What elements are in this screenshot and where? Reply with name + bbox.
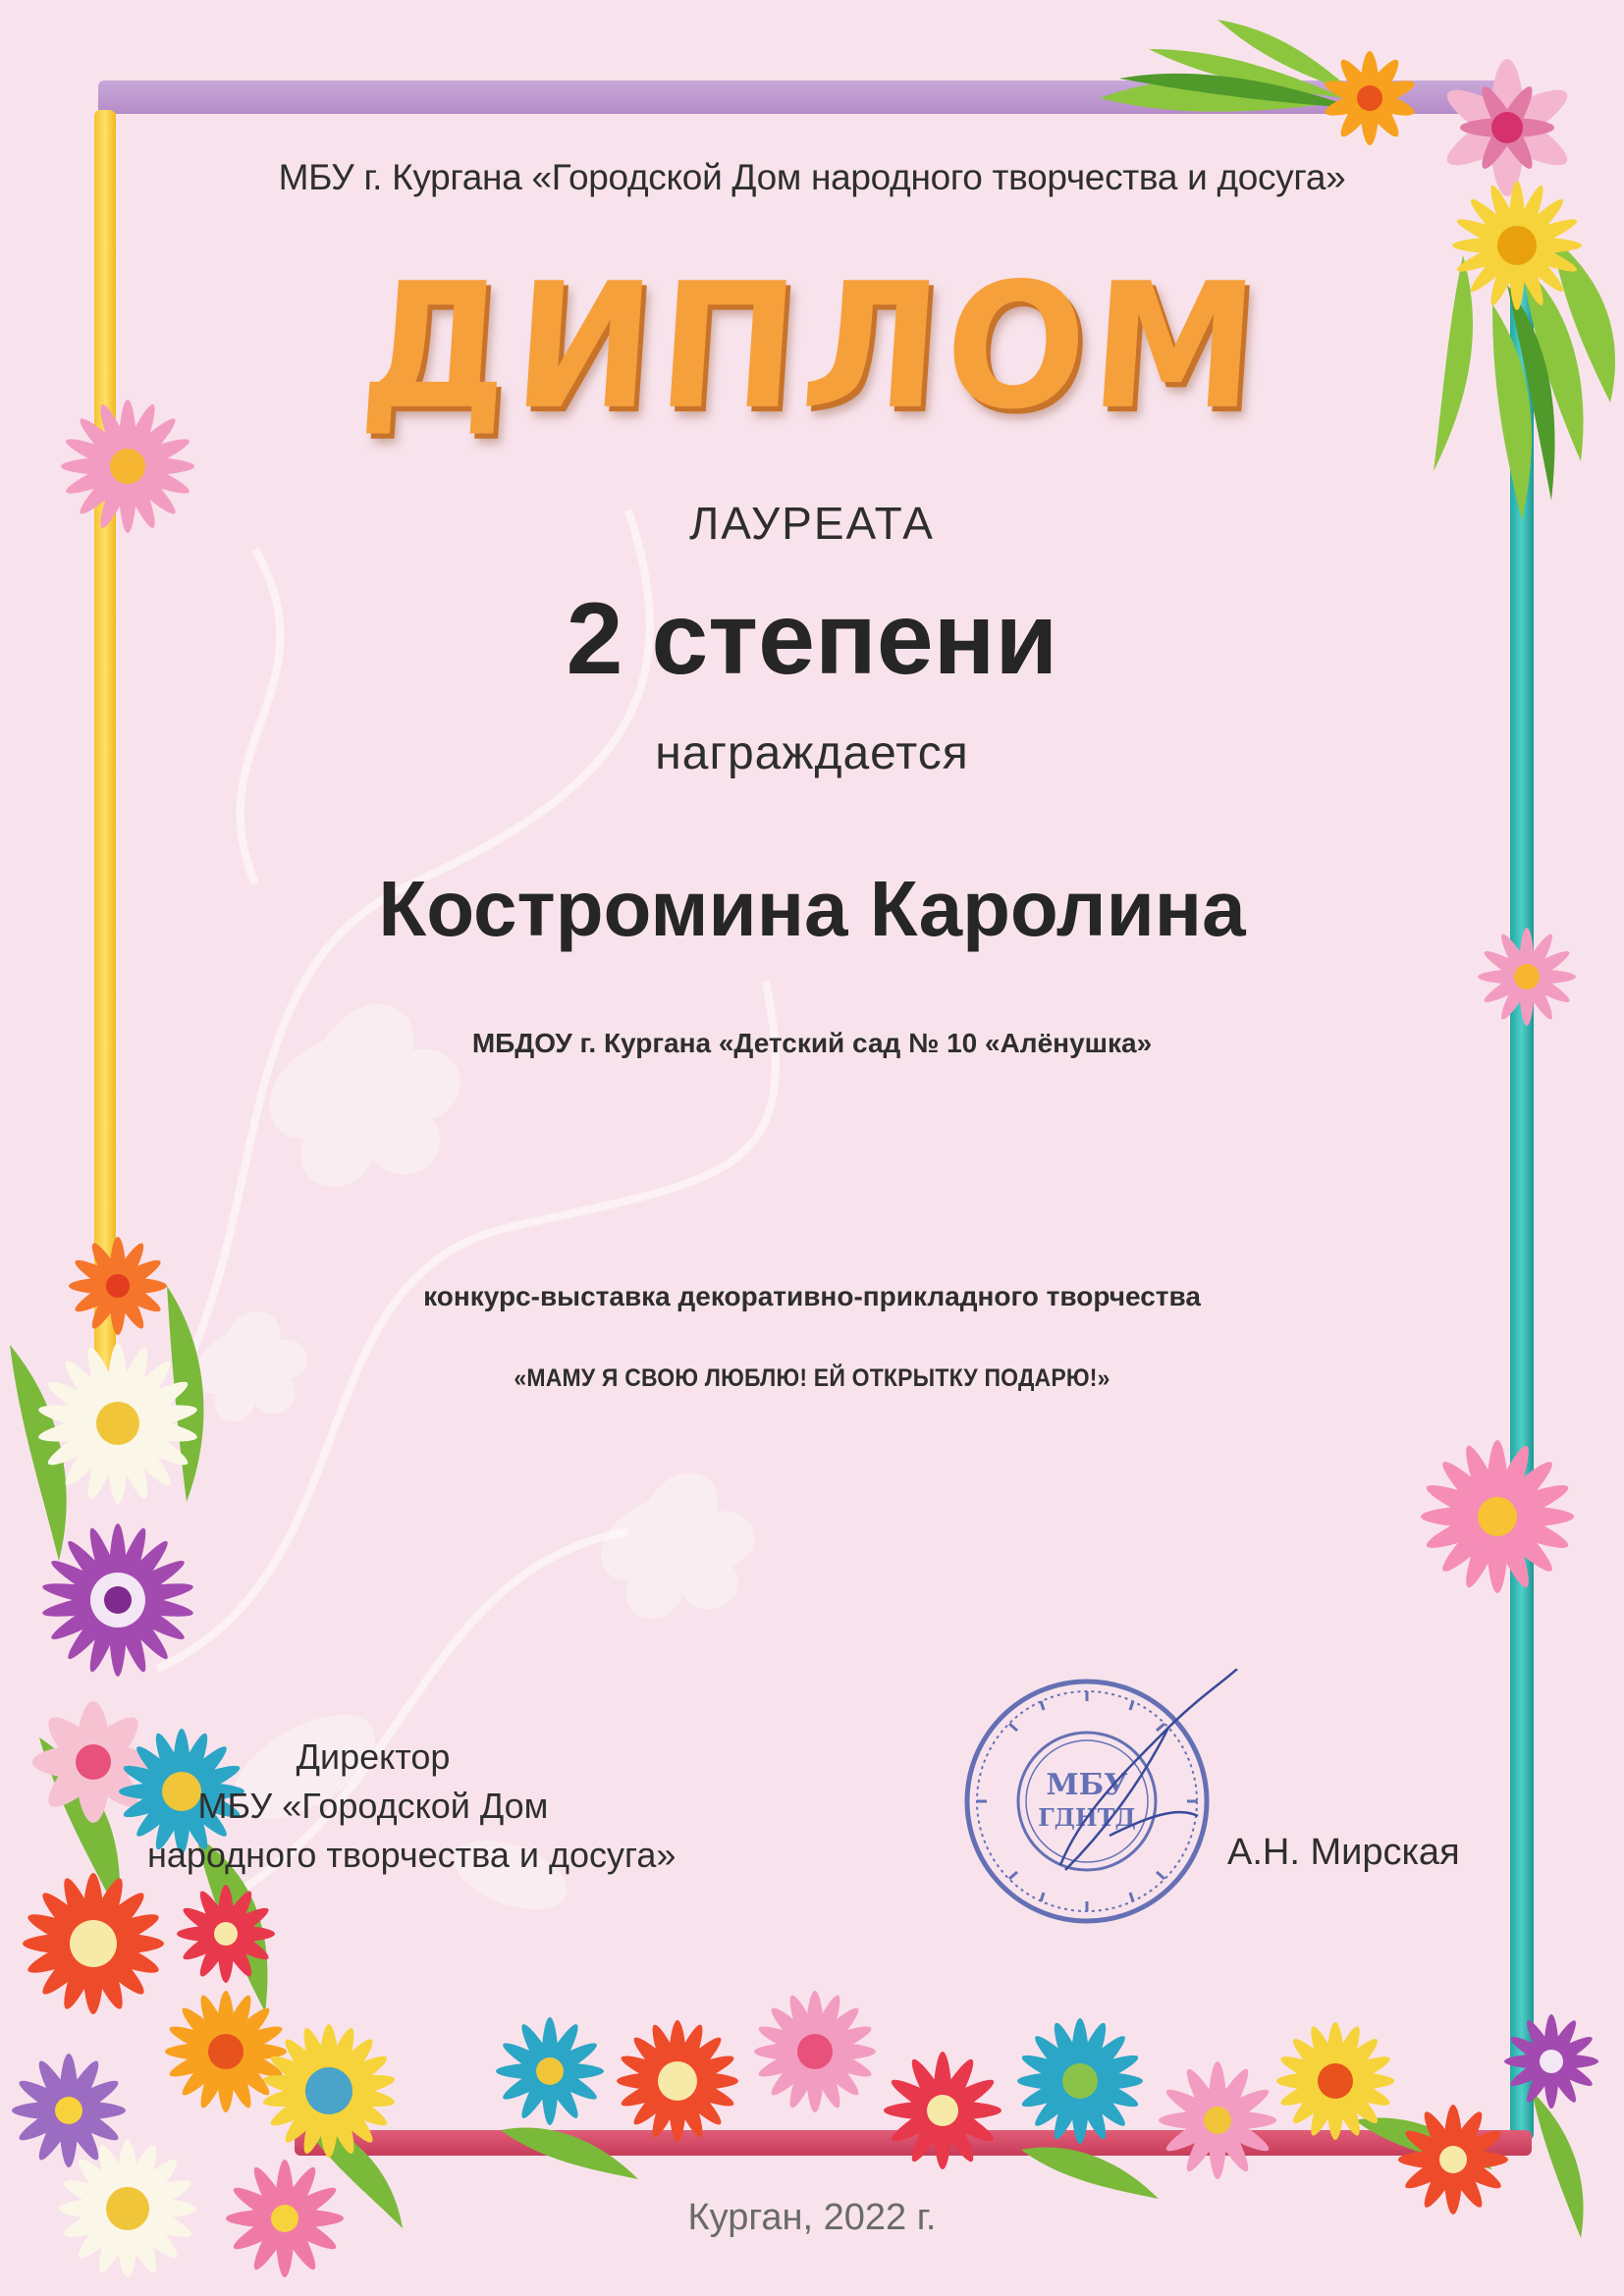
stamp-text-mbu: МБУ xyxy=(1046,1768,1128,1802)
signatory-position xyxy=(147,1733,677,1880)
laureate-label: ЛАУРЕАТА xyxy=(689,498,935,549)
orange-flower-top-right xyxy=(1316,44,1424,152)
recipient-name: Костромина Каролина xyxy=(378,865,1246,952)
position-line: народного творчества и досуга» xyxy=(147,1835,677,1875)
awarded-label: награждается xyxy=(655,727,969,779)
city-year: Курган, 2022 г. xyxy=(687,2197,937,2238)
flower-row-bottom xyxy=(471,1973,1624,2296)
contest-type: конкурс-выставка декоративно-прикладного творчества xyxy=(423,1281,1201,1311)
degree-label: 2 степени xyxy=(566,582,1058,696)
pink-flower-right-lower xyxy=(1414,1433,1581,1600)
recipient-institution: МБДОУ г. Кургана «Детский сад № 10 «Алёнушка» xyxy=(471,1028,1153,1058)
stamp-text-gdntd: ГДНТД xyxy=(1038,1803,1136,1832)
contest-name: «МАМУ Я СВОЮ ЛЮБЛЮ! ЕЙ ОТКРЫТКУ ПОДАРЮ!» xyxy=(514,1364,1110,1392)
official-stamp xyxy=(933,1669,1247,1934)
diploma-title: ДИПЛОМ xyxy=(354,245,1270,448)
position-line: МБУ «Городской Дом xyxy=(197,1786,549,1826)
director-name: А.Н. Мирская xyxy=(1227,1832,1460,1873)
position-line: Директор xyxy=(296,1736,451,1777)
organization-header: МБУ г. Кургана «Городской Дом народного творчества и досуга» xyxy=(278,157,1346,197)
